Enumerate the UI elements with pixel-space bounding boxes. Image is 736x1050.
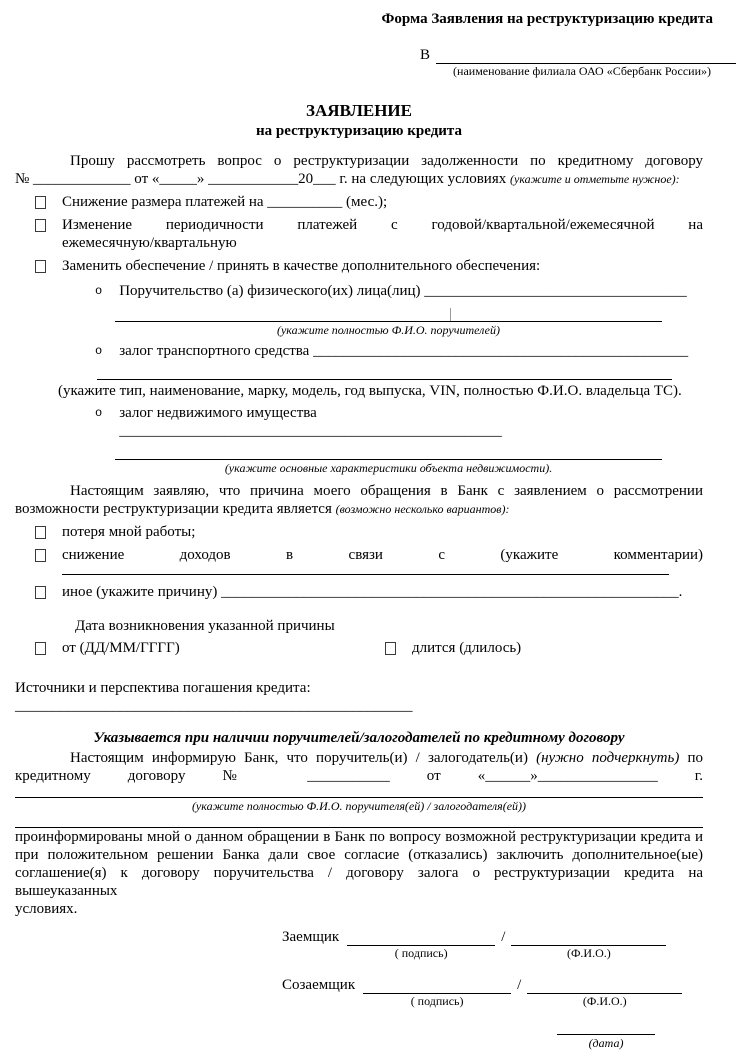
- reason-item-job-loss: потеря мной работы;: [15, 523, 703, 541]
- stray-caret-mark: [450, 308, 451, 321]
- vehicle-blank-line: [97, 379, 672, 380]
- checkbox-collateral-replace[interactable]: [35, 260, 46, 273]
- date-field: [557, 1020, 655, 1050]
- reason-date-row: [15, 639, 703, 657]
- addressee-blank-line: [436, 46, 736, 64]
- intro-line-1: Прошу рассмотреть вопрос о реструктуризации задолженности по кредитному договору: [70, 153, 703, 169]
- inform-line-1: Настоящим информирую Банк, что поручитель(и) / залогодатель(и) (нужно подчеркнуть) по: [70, 750, 703, 766]
- checkbox-date-from[interactable]: [35, 642, 46, 655]
- guarantee-blank-line: [115, 321, 662, 322]
- intro-paragraph: [15, 152, 703, 188]
- condition-item-payment-reduction: Снижение размера платежей на __________ (мес.);: [15, 193, 703, 211]
- slash-separator: /: [517, 977, 522, 993]
- real-estate-caption: (укажите основные характеристики объекта недвижимости).: [224, 461, 553, 475]
- inform-line-2: кредитному договору № ___________ от «______»________________ г.: [15, 768, 703, 784]
- periodicity-line-2: ежемесячную/квартальную: [62, 235, 237, 251]
- condition-item-collateral-replace: Заменить обеспечение / принять в качестве дополнительного обеспечения:: [15, 257, 703, 275]
- coborrower-name-field: [527, 976, 682, 1008]
- borrower-name-field: [511, 928, 666, 960]
- checkbox-other-reason[interactable]: [35, 586, 46, 599]
- reason-date-title: Дата возникновения указанной причины: [75, 618, 335, 634]
- guarantor-names-caption: (укажите полностью Ф.И.О. поручителя(ей) / залогодателя(ей)): [191, 799, 527, 813]
- addressee-caption: (наименование филиала ОАО «Сбербанк России»): [453, 64, 711, 78]
- coborrower-signature-row: [282, 976, 703, 1008]
- circle-bullet-icon: o: [95, 284, 103, 298]
- checkbox-job-loss[interactable]: [35, 526, 46, 539]
- addressee-row: [420, 46, 736, 64]
- borrower-signature-blank: [347, 928, 495, 946]
- reason-date-from: от (ДД/ММ/ГГГГ): [35, 639, 385, 657]
- income-comment-blank-line: [62, 574, 669, 575]
- circle-bullet-icon: o: [95, 344, 103, 358]
- name-caption: (Ф.И.О.): [566, 946, 611, 960]
- sub-item-real-estate-pledge: o залог недвижимого имущества ___________________________________________________: [95, 405, 502, 439]
- reason-note: (возможно несколько вариантов):: [335, 502, 510, 516]
- real-estate-blank-line: [115, 459, 662, 460]
- sub-item-vehicle-pledge: o залог транспортного средства __________________________________________________: [95, 343, 689, 359]
- coborrower-signature-field: [363, 976, 511, 1008]
- informed-line-3: соглашение(я) к договору поручительства / договору залога о реструктуризации кредита на вышеуказанных: [15, 865, 703, 899]
- informed-line-1: проинформированы мной о данном обращении в Банк по вопросу возможной реструктуризации кредита и: [15, 829, 703, 845]
- checkbox-income-decrease[interactable]: [35, 549, 46, 562]
- coborrower-label: Созаемщик: [282, 977, 356, 993]
- name-caption: (Ф.И.О.): [582, 994, 627, 1008]
- signature-caption: ( подпись): [394, 946, 448, 960]
- reason-item-income-decrease: снижение доходов в связи с (укажите комментарии): [15, 546, 703, 564]
- informed-line-4: условиях.: [15, 901, 78, 917]
- checkbox-date-lasts[interactable]: [385, 642, 396, 655]
- reason-line-2: возможности реструктуризации кредита является (возможно несколько вариантов):: [15, 501, 510, 517]
- coborrower-name-blank: [527, 976, 682, 994]
- intro-note: (укажите и отметьте нужное):: [510, 172, 680, 186]
- reason-item-other: иное (укажите причину) _____________________________________________________________.: [15, 583, 703, 601]
- date-blank-line: [557, 1020, 655, 1035]
- informed-paragraph: [15, 828, 703, 918]
- addressee-prefix: В: [420, 47, 431, 63]
- informed-line-2: при положительном решении Банка дали свое согласие (отказались) заключить дополнительное(ые): [15, 847, 703, 863]
- underline-note: (нужно подчеркнуть): [536, 750, 680, 766]
- reason-date-lasts: длится (длилось): [385, 639, 703, 657]
- vehicle-note: (укажите тип, наименование, марку, модель, год выпуска, VIN, полностью Ф.И.О. владельца ТС).: [58, 383, 682, 399]
- borrower-label: Заемщик: [282, 929, 340, 945]
- signature-caption: ( подпись): [410, 994, 464, 1008]
- checkbox-payment-reduction[interactable]: [35, 196, 46, 209]
- slash-separator: /: [501, 929, 506, 945]
- repayment-sources-line: Источники и перспектива погашения кредита: _____________________________________________________: [15, 680, 413, 714]
- document-title: ЗАЯВЛЕНИЕ: [305, 101, 412, 120]
- guarantors-paragraph: [15, 749, 703, 785]
- condition-item-periodicity-change: [15, 216, 703, 252]
- intro-line-2: № _____________ от «_____» ____________20___ г. на следующих условиях (укажите и отметьте нужное):: [15, 171, 680, 187]
- reason-paragraph: [15, 482, 703, 518]
- borrower-name-blank: [511, 928, 666, 946]
- guarantors-section-header: Указывается при наличии поручителей/залогодателей по кредитному договору: [93, 730, 625, 746]
- guarantee-caption: (укажите полностью Ф.И.О. поручителей): [276, 323, 500, 337]
- checkbox-periodicity-change[interactable]: [35, 219, 46, 232]
- periodicity-line-1: Изменение периодичности платежей с годовой/квартальной/ежемесячной на: [62, 217, 703, 233]
- document-subtitle: на реструктуризацию кредита: [256, 123, 462, 139]
- reason-line-1: Настоящим заявляю, что причина моего обращения в Банк с заявлением о рассмотрении: [70, 483, 703, 499]
- form-title-header: Форма Заявления на реструктуризацию кредита: [381, 11, 713, 27]
- coborrower-signature-blank: [363, 976, 511, 994]
- circle-bullet-icon: o: [95, 406, 103, 420]
- date-caption: (дата): [588, 1036, 624, 1050]
- guarantor-names-blank-line: [15, 797, 703, 798]
- borrower-signature-row: [282, 928, 703, 960]
- borrower-signature-field: [347, 928, 495, 960]
- sub-item-guarantee: o Поручительство (а) физического(их) лица(лиц) ___________________________________: [95, 283, 687, 299]
